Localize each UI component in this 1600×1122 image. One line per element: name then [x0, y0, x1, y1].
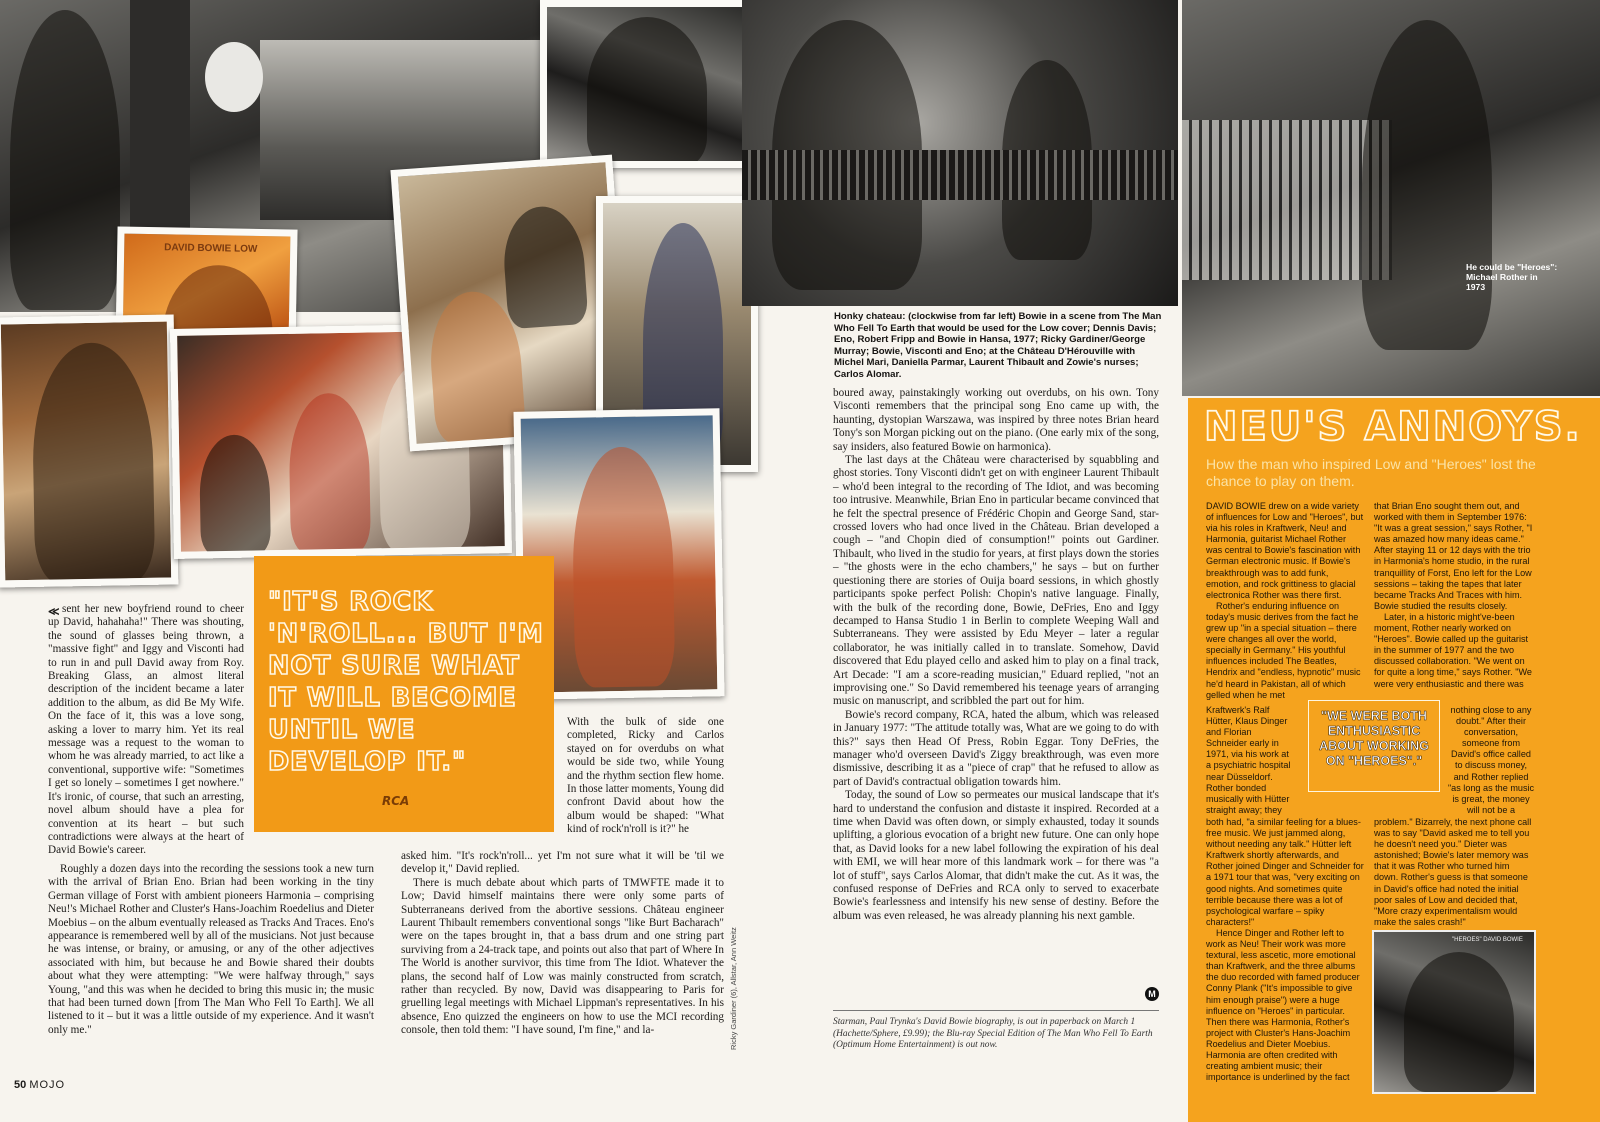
paragraph: boured away, painstakingly working out overdubs, on his own. Tony Visconti remembers that the principal song Eno came up with, the haunting, dystopian Warszawa, was inspired by three notes Brian heard Tony's son Morgan picking out on the piano. (One early mix of the song, say insiders, also featured Bowie on harmonica).: [833, 387, 1159, 453]
caption-rother: He could be "Heroes": Michael Rother in 1973: [1466, 262, 1558, 292]
article-col1: [48, 603, 244, 858]
photo-credit: Ricky Gardiner (6), Allstar, Ann Weitz: [729, 927, 738, 1050]
pull-quote-box: [254, 556, 554, 832]
magazine-name: MOJO: [29, 1079, 66, 1091]
heroes-cover-title: "HEROES" DAVID BOWIE: [1452, 937, 1523, 943]
photo-heroes-album-cover: [1372, 930, 1536, 1094]
paragraph: DAVID BOWIE drew on a wide variety of influences for Low and "Heroes", but via his roles in Kraftwerk, Neu! and Harmonia, guitarist Michael Rother was central to Bowie's fascination with German electronic music. If Bowie's breakthrough was to add funk, emotion, and rock grittiness to glacial electronica Rother was there first.: [1206, 501, 1364, 600]
end-mark-icon: M: [1145, 987, 1159, 1001]
footnote: Starman, Paul Trynka's David Bowie biography, is out in paperback on March 1 (Hachette/Sphere, £9.99); the Blu-ray Special Edition of The Man Who Fell To Earth (Optimum Home Entertainment) is out now.: [833, 1017, 1153, 1051]
paragraph: With the bulk of side one completed, Ricky and Carlos stayed on for overdubs on what would be side two, while Young and the rhythm section flew home. In those latter moments, Young did confront David about how the album would be shaped: "What kind of rock'n'roll is it?" he: [567, 716, 724, 836]
sidebar-col2-bottom: [1374, 817, 1534, 928]
paragraph: sent her new boyfriend round to cheer up David, hahahaha!" There was shouting, the sound of glasses being thrown, a "massive fight" and Iggy and Visconti had to run in and pull David away from Roy. Breaking Glass, an almost literal description of the incident became a later addition to the album, as did Be My Wife. On the face of it, this was a love song, asking a lover to marry him. Yet its real message was a request to the woman to whom he was already married, to act like a conventional, supportive wife: "Sometimes I get so lonely – sometimes I get nowhere." It's ironic, of course, that such an arresting, novel album should have a plea for convention at its heart – but such contradictions were always at the heart of David Bowie's career.: [48, 603, 244, 857]
sidebar-col1-bottom: [1206, 817, 1364, 1083]
paragraph: both had, "a similar feeling for a blues-free music. We just jammed along, without needing any talk." Hütter left Kraftwerk shortly afterwards, and Rother joined Dinger and Schneider for a 1971 tour that was, "very exciting on good nights. And sometimes quite terrible because there was a lot of psychological warfare – spiky characters!": [1206, 817, 1364, 927]
paragraph: that Brian Eno sought them out, and worked with them in September 1976: "It was a great session," says Rother, "I was amazed how many ideas came." After staying 11 or 12 days with the trio in Harmonia's home studio, in the rural tranquillity of Forst, Eno left for the Low sessions – taking the tapes that later became Tracks And Traces with him. Bowie studied the results closely.: [1374, 501, 1533, 611]
sidebar-pull-quote-text: "WE WERE BOTH ENTHUSIASTIC ABOUT WORKING ON "HEROES".": [1319, 709, 1429, 768]
album-cover-title: DAVID BOWIE LOW: [164, 242, 258, 255]
paragraph: Today, the sound of Low so permeates our musical landscape that it's hard to understand the confusion and distaste it inspired. Recorded at a time when David was often down, or simply exhausted, today it sounds uplifting, a glorious evocation of a bright new future. One can only hope that, as David looks for a new label following the expiration of his deal with EMI, we will hear more of this landmark work – for there was "a lot of stuff", says Carlos Alomar, that didn't make the cut. As it was, the confused response of DeFries and RCA only to served to exacerbate Bowie's fearlessness and intensify his new sense of destiny. Before the album was even released, he was already planning his next gamble.: [833, 789, 1159, 922]
photo-michael-rother: [1182, 0, 1600, 396]
paragraph: Kraftwerk's Ralf Hütter, Klaus Dinger and Florian Schneider early in 1971, via his work at a psychiatric hospital near Düsseldorf. Rother bonded musically with Hütter straight away; they: [1206, 705, 1291, 815]
paragraph: asked him. "It's rock'n'roll... yet I'm not sure what it will be 'til we develop it," David replied.: [401, 850, 724, 876]
article-col2: [401, 850, 724, 1038]
pull-quote-text: "IT'S ROCK 'N'ROLL... BUT I'M NOT SURE WHAT IT WILL BECOME UNTIL WE DEVELOP IT.": [268, 587, 544, 777]
photo-dennis-davis: [0, 314, 178, 587]
page-footer: [14, 1079, 65, 1091]
sidebar-col2-narrow: [1447, 705, 1535, 816]
photo-fripp-eno-bowie-hansa: [742, 0, 1178, 306]
sidebar-col2-top: [1374, 501, 1534, 690]
paragraph: Rother's enduring influence on today's music derives from the fact he grew up "in a special situation – there were changes all over the world, specially in Germany." His youthful influences included The Beatles, Hendrix and "endless, hypnotic" music he'd heard in Pakistan, all of which gelled when he met: [1206, 600, 1361, 700]
paragraph: There is much debate about which parts of TMWFTE made it to Low; David himself maintains there were only some parts of Subterraneans derived from the abortive sessions. Château engineer Laurent Thibault remembers conventional songs "like Burt Bacharach" were on the tapes brought in, that a bass drum and one string part surviving from a 24-track tape, and points out also that part of Where In The World is another survivor, this time from The Idiot. Whatever the plans, the second half of Low was mainly constructed from scratch, rather than recycled. By now, David was disappearing to Paris for gruelling legal meetings with Michael Lippman's representatives. In his absence, Eno quizzed the engineers on how to use the MCI recording console, then told them: "I have sound, I'm fine," and la-: [401, 876, 724, 1037]
article-col3: [833, 387, 1159, 923]
sidebar-col1-top: [1206, 501, 1364, 701]
caption-honky-chateau: Honky chateau: (clockwise from far left) Bowie in a scene from The Man Who Fell To Earth that would be used for the Low cover; Dennis Davis; Eno, Robert Fripp and Bowie in Hansa, 1977; Ricky Gardiner/George Murray; Bowie, Visconti and Eno; at the Château D'Hérouville with Michel Mari, Daniella Parmar, Laurent Thibault and Zowie's nurses; Carlos Alomar.: [834, 311, 1162, 380]
paragraph: Roughly a dozen days into the recording the sessions took a new turn with the arrival of Brian Eno. Brian had been working in the tiny German village of Forst with ambient pioneers Harmonia – comprising Neu!'s Michael Rother and Cluster's Hans-Joachim Roedelius and Dieter Moebius – on the album eventually released as Tracks And Traces. Eno's appearance is remembered well by all of the musicians. Not just because he was intense, or brainy, or amusing, or any of the other adjectives associated with him, but because he and Bowie shared their doubts about what they were attempting: "We were halfway through," says Young, "and this was when he decided to bring this music in; the music that had been turned down [from The Man Who Fell To Earth]. We all listened to it – but it was a little outside of my experience. And it wasn't only me.": [48, 863, 374, 1036]
paragraph: problem." Bizarrely, the next phone call was to say "David asked me to tell you he doesn't need you." Dieter was astonished; Bowie's later memory was that it was Rother who turned him down. Rother's guess is that someone in David's office had noted the initial poor sales of Low and decided that, "More crazy experimentalism would make the sales crash!": [1374, 817, 1532, 927]
photo-studio-tape: [540, 0, 758, 168]
continuation-arrow: ≪: [48, 606, 60, 618]
paragraph: Bowie's record company, RCA, hated the album, which was released in January 1977: "The attitude totally was, What are we going to do with this?" says then Head Of Press, Robin Eggar. Tony DeFries, the manager who'd overseen David's Ziggy breakthrough, was even more dismissive, describing it as a "piece of crap" that he refused to allow as part of David's contractual obligation towards him.: [833, 708, 1159, 788]
article-col2-top: [567, 716, 724, 837]
paragraph: The last days at the Château were characterised by squabbling and ghost stories. Tony Visconti didn't get on with engineer Laurent Thibault – who'd been integral to the recording of The Idiot, and was becoming too intrusive. Meanwhile, Brian Eno in particular became convinced that he felt the spectral presence of Frédéric Chopin and George Sand, star-crossed lovers who had once lived in the Château. Brian developed a cough – "and Chopin died of consumption!" points out Gardiner. Thibault, who lived in the studio for years, at first plays down the stories – "the ghosts were in the echo chambers," he says – but on further questioning there are stories of Ouija board sessions, in which ghostly participants spoke perfect Polish: Chopin's native language. Finally, with the bulk of the recording done, Bowie, DeFries, Eno and Iggy decamped to Hansa Studio 1 in Berlin to complete Weeping Wall and Subterraneans. They were assisted by Edu Meyer – later a regular collaborator, he was initially called in to translate. Somehow, David discovered that Edu played cello and asked him to play on a final track, Art Decade: "I am a score-reading musician," Eduard replied, "not an improvising one." So David remembered his teenage years of arranging music on manuscript, and scribbled the part out for him.: [833, 454, 1159, 708]
footnote-rule: [833, 1010, 1159, 1011]
page-number: 50: [14, 1079, 27, 1091]
rca-logo: RCA: [382, 794, 410, 808]
sidebar-pull-quote: [1308, 700, 1440, 792]
paragraph: Hence Dinger and Rother left to work as Neu! Their work was more textural, less ascetic, more emotional than Kraftwerk, and the three albums the duo recorded with famed producer Conny Plank ("It's impossible to give him enough praise") were a huge influence on "Heroes" in particular. Then there was Harmonia, Rother's project with Cluster's Hans-Joachim Roedelius and Dieter Moebius. Harmonia are often credited with creating ambient music; their importance is underlined by the fact: [1206, 927, 1360, 1083]
paragraph: nothing close to any doubt." After their conversation, someone from David's office called to discuss money, and Rother replied "as long as the music is great, the money will not be a: [1447, 705, 1535, 815]
article-col1-wide: [48, 863, 374, 1037]
paragraph: Later, in a historic might've-been moment, Rother nearly worked on "Heroes". Bowie called up the guitarist in the summer of 1977 and the two discussed collaboration. "We went on for quite a long time," says Rother. "We were very enthusiastic and there was: [1374, 611, 1532, 689]
sidebar-standfirst: How the man who inspired Low and "Heroes" lost the chance to play on them.: [1206, 456, 1536, 489]
sidebar-headline: NEU'S ANNOYS.: [1204, 404, 1582, 450]
sidebar-col1-narrow: [1206, 705, 1292, 816]
